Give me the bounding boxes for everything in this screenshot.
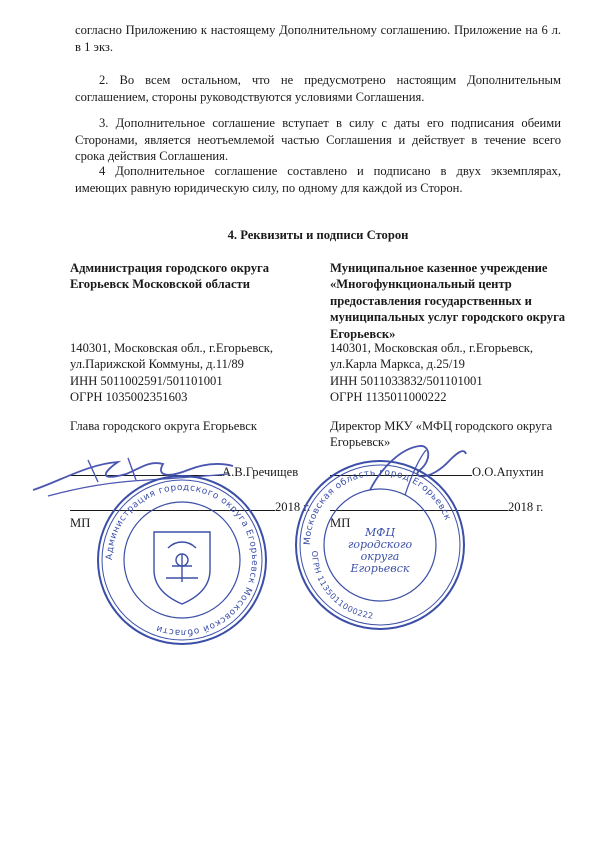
- left-mp-label: МП: [70, 516, 91, 530]
- right-stamp-ring-text: Московская область город Егорьевск: [302, 467, 453, 546]
- section-title: 4. Реквизиты и подписи Сторон: [227, 228, 409, 242]
- right-signer-name: О.О.Апухтин: [472, 465, 544, 479]
- paragraph-3: 3. Дополнительное соглашение вступает в силу с даты его подписания обеими Сторонами, является неотъемлемой частью Соглашения и действует в течение всего срока действия Соглашения.: [75, 116, 561, 164]
- coat-of-arms-icon: [154, 532, 210, 604]
- paragraph-2: 2. Во всем остальном, что не предусмотрено настоящим Дополнительным соглашением, стороны руководствуются условиями Соглашения.: [75, 73, 561, 104]
- svg-text:ОГРН 1135011000222: [310, 551, 374, 621]
- left-party-org: Администрация городского округа Егорьевск Московской области: [70, 261, 270, 292]
- paragraph-4: 4 Дополнительное соглашение составлено и подписано в двух экземплярах, имеющих равную юридическую силу, по одному для каждой из Сторон.: [75, 164, 561, 195]
- left-inn: ИНН 5011002591/501101001: [70, 373, 223, 388]
- left-signer-name: А.В.Гречищев: [222, 465, 299, 479]
- left-address-line1: 140301, Московская обл., г.Егорьевск,: [70, 341, 274, 355]
- right-inn: ИНН 5011033832/501101001: [330, 373, 483, 388]
- right-signature-line: [330, 465, 544, 480]
- right-mp-label: МП: [330, 516, 351, 530]
- left-signature-line: [70, 465, 298, 480]
- right-position: Директор МКУ «МФЦ городского округа Егорьевск»: [330, 419, 553, 450]
- left-stamp-ring-text: Администрация городского округа Егорьевск Московской области: [104, 482, 260, 638]
- right-year: 2018 г.: [508, 500, 544, 514]
- right-party-details: [330, 340, 575, 406]
- right-official-stamp: [290, 455, 470, 635]
- right-ogrn: ОГРН 1135011000222: [330, 390, 447, 405]
- left-ogrn: ОГРН 1035002351603: [70, 390, 188, 405]
- right-address-line1: 140301, Московская обл., г.Егорьевск,: [330, 341, 534, 355]
- paragraph-appendix: согласно Приложению к настоящему Дополнительному соглашению. Приложение на 6 л. в 1 экз.: [75, 23, 561, 54]
- left-address-line2: ул.Парижской Коммуны, д.11/89: [70, 357, 244, 372]
- left-party-block: [70, 260, 300, 293]
- right-stamp-ogrn-text: ОГРН 1135011000222: [309, 550, 375, 621]
- right-stamp-center-text: МФЦ городского округа Егорьевск: [347, 526, 413, 575]
- left-party-details: [70, 340, 300, 406]
- right-party-block: [330, 260, 575, 342]
- right-party-org: Муниципальное казенное учреждение «Многофункциональный центр предоставления государственных и муниципальных услуг городского округа Егорьевск»: [330, 261, 566, 341]
- left-position: Глава городского округа Егорьевск: [70, 419, 257, 433]
- left-date-line: [70, 500, 310, 515]
- right-date-line: [330, 500, 543, 515]
- left-year: 2018 г.: [275, 500, 311, 514]
- left-official-stamp: [92, 470, 272, 650]
- right-address-line2: ул.Карла Маркса, д.25/19: [330, 357, 465, 372]
